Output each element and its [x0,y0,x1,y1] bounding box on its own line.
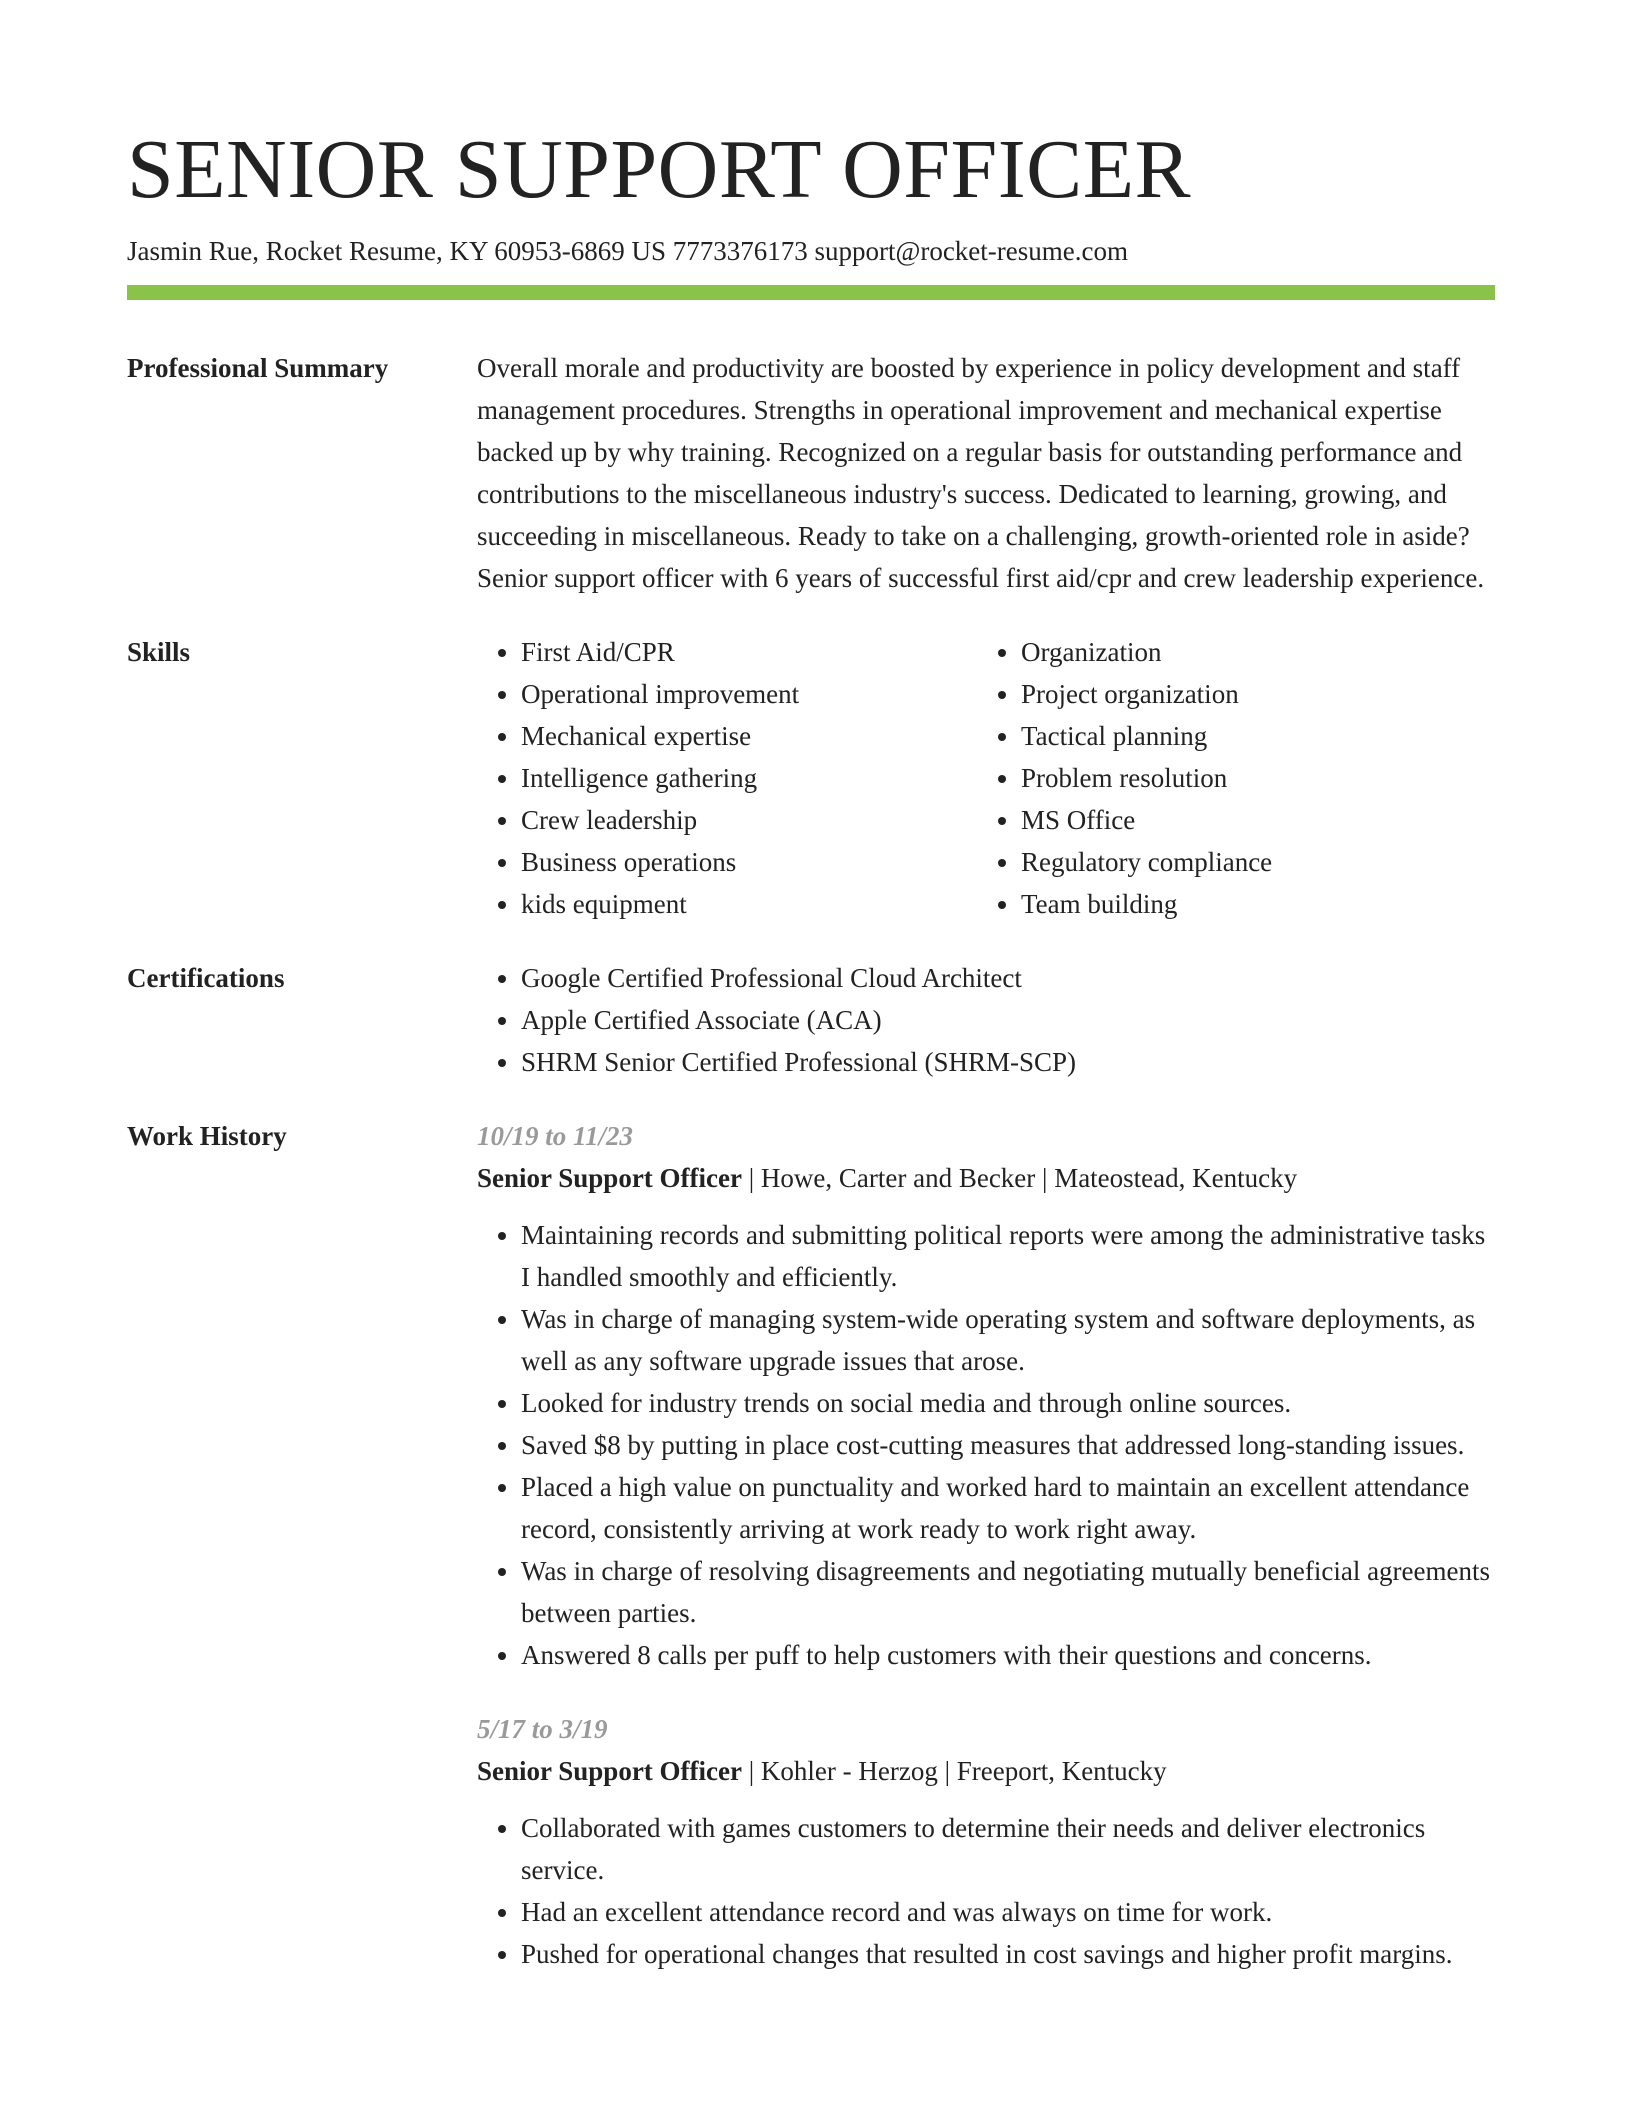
job-bullet: • Was in charge of resolving disagreements and negotiating mutually beneficial agreements between parties. [521,1550,1495,1634]
skills-section-title: Skills [127,637,191,667]
skill-item: • Project organization [1021,673,1477,715]
job-dates: 10/19 to 11/23 [477,1121,634,1151]
job-title-line [477,1157,1495,1199]
job-dates: 5/17 to 3/19 [477,1714,608,1744]
skill-item: • Team building [1021,883,1477,925]
job-title-line [477,1750,1495,1792]
certifications-body [477,957,1495,1083]
summary-text: Overall morale and productivity are boosted by experience in policy development and staff management procedures. Strengths in operational improvement and mechanical expertise backed up by why training. Recognized on a regular basis for outstanding performance and contributions to the miscellaneous industry's success. Dedicated to learning, growing, and succeeding in miscellaneous. Ready to take on a challenging, growth-oriented role in aside? Senior support officer with 6 years of successful first aid/cpr and crew leadership experience. [477,353,1485,593]
job-entry [477,1708,1495,1975]
job-bullet: • Was in charge of managing system-wide operating system and software deployments, as well as any software upgrade issues that arose. [521,1298,1495,1382]
skills-list-right [977,631,1477,925]
certification-item: • Apple Certified Associate (ACA) [521,999,1495,1041]
skills-body [477,631,1495,925]
certification-item: • SHRM Senior Certified Professional (SHRM-SCP) [521,1041,1495,1083]
job-employer-location: | Kohler - Herzog | Freeport, Kentucky [742,1756,1167,1786]
certifications-section [127,957,1495,1083]
job-entry [477,1115,1495,1676]
work-history-body [477,1115,1495,1975]
job-bullet: • Placed a high value on punctuality and worked hard to maintain an excellent attendance record, consistently arriving at work ready to work right away. [521,1466,1495,1550]
job-bullet-list [477,1214,1495,1676]
job-bullet: • Saved $8 by putting in place cost-cutting measures that addressed long-standing issues. [521,1424,1495,1466]
skills-column-right [977,631,1477,925]
resume-page [127,0,1495,1975]
skills-list-left [477,631,977,925]
job-bullet-list [477,1807,1495,1975]
job-title: Senior Support Officer [477,1756,742,1786]
skill-item: • Problem resolution [1021,757,1477,799]
job-bullet: • Answered 8 calls per puff to help customers with their questions and concerns. [521,1634,1495,1676]
skill-item: • First Aid/CPR [521,631,977,673]
certifications-list [477,957,1495,1083]
job-bullet: • Looked for industry trends on social media and through online sources. [521,1382,1495,1424]
skill-item: • Business operations [521,841,977,883]
summary-section-title: Professional Summary [127,353,389,383]
summary-section [127,347,1495,599]
job-title: Senior Support Officer [477,1163,742,1193]
skills-columns [477,631,1495,925]
contact-line: Jasmin Rue, Rocket Resume, KY 60953-6869 US 7773376173 support@rocket-resume.com [127,236,1128,266]
job-employer-location: | Howe, Carter and Becker | Mateostead, Kentucky [742,1163,1298,1193]
skill-item: • Intelligence gathering [521,757,977,799]
job-bullet: • Maintaining records and submitting political reports were among the administrative tasks I handled smoothly and efficiently. [521,1214,1495,1298]
skill-item: • Organization [1021,631,1477,673]
skills-section [127,631,1495,925]
job-bullet: • Pushed for operational changes that resulted in cost savings and higher profit margins. [521,1933,1495,1975]
skills-column-left [477,631,977,925]
accent-divider [127,285,1495,300]
skill-item: • MS Office [1021,799,1477,841]
resume-name-heading: SENIOR SUPPORT OFFICER [127,123,1192,216]
certifications-section-title: Certifications [127,963,285,993]
skill-item: • Mechanical expertise [521,715,977,757]
job-bullet: • Had an excellent attendance record and was always on time for work. [521,1891,1495,1933]
work-history-section-title: Work History [127,1121,287,1151]
work-history-section [127,1115,1495,1975]
certification-item: • Google Certified Professional Cloud Architect [521,957,1495,999]
skill-item: • Crew leadership [521,799,977,841]
skill-item: • Tactical planning [1021,715,1477,757]
skill-item: • kids equipment [521,883,977,925]
job-bullet: • Collaborated with games customers to determine their needs and deliver electronics service. [521,1807,1495,1891]
skill-item: • Operational improvement [521,673,977,715]
skill-item: • Regulatory compliance [1021,841,1477,883]
